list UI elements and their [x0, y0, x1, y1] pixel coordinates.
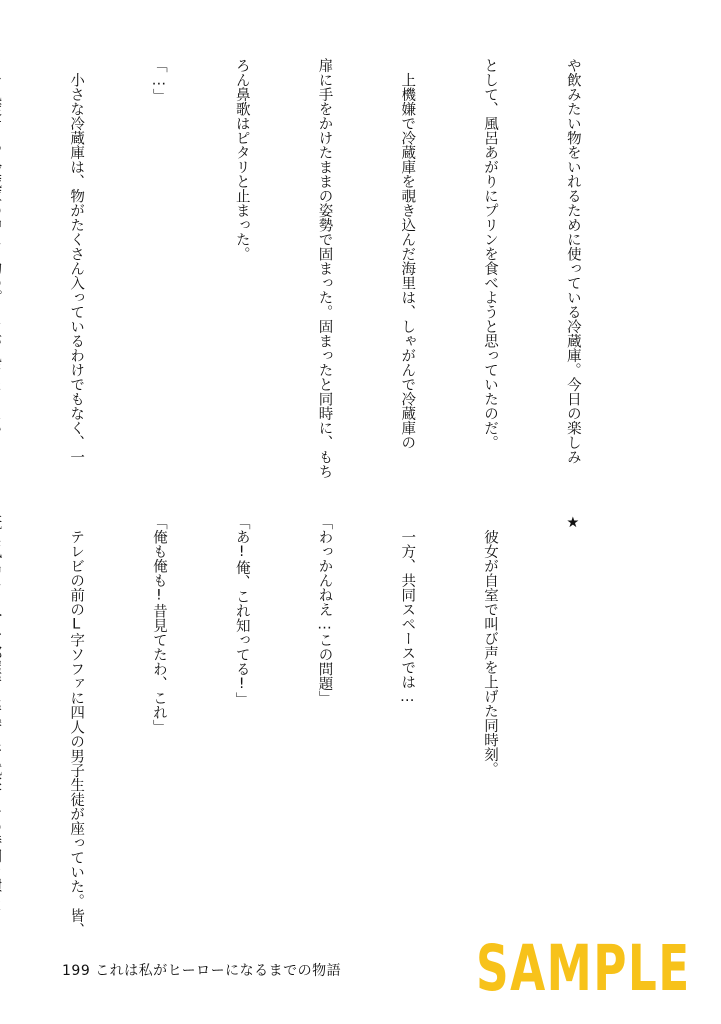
text-line: 「俺も俺も!昔見てたわ、これ」	[150, 515, 167, 734]
section-break-star: ★	[564, 515, 581, 531]
page-footer	[62, 960, 341, 980]
text-line: や飲みたい物をいれるために使っている冷蔵庫。今日の楽しみ	[564, 58, 581, 464]
page-number: 199	[62, 963, 91, 979]
text-line: 「…」	[150, 58, 167, 103]
text-line: テレビの前のL字ソファに四人の男子生徒が座っていた。皆、	[68, 515, 85, 937]
top-text-block	[0, 58, 641, 478]
book-title: これは私がヒーローになるまでの物語	[95, 963, 342, 979]
text-line: 小さな冷蔵庫は、物がたくさん入っているわけでもなく、一	[68, 58, 85, 464]
text-line: として、風呂あがりにプリンを食べようと思っていたのだ。	[482, 58, 499, 450]
text-line: 「わっかんねえ…この問題」	[316, 515, 333, 705]
sample-watermark: SAMPLE	[476, 932, 691, 1005]
text-line: 彼女が自室で叫び声を上げた同時刻。	[482, 515, 499, 776]
text-line: 一方、共同スペースでは…	[399, 515, 416, 705]
text-line: 上機嫌で冷蔵庫を覗き込んだ海里は、しゃがんで冷蔵庫の	[399, 58, 416, 450]
bottom-text-block	[0, 515, 641, 937]
text-line: ろん鼻歌はピタリと止まった。	[233, 58, 250, 261]
text-line	[0, 515, 6, 925]
text-line: 「あ!俺、これ知ってる!」	[233, 515, 250, 707]
text-line: 扉に手をかけたままの姿勢で固まった。固まったと同時に、もち	[316, 58, 333, 479]
text-line	[0, 58, 6, 478]
